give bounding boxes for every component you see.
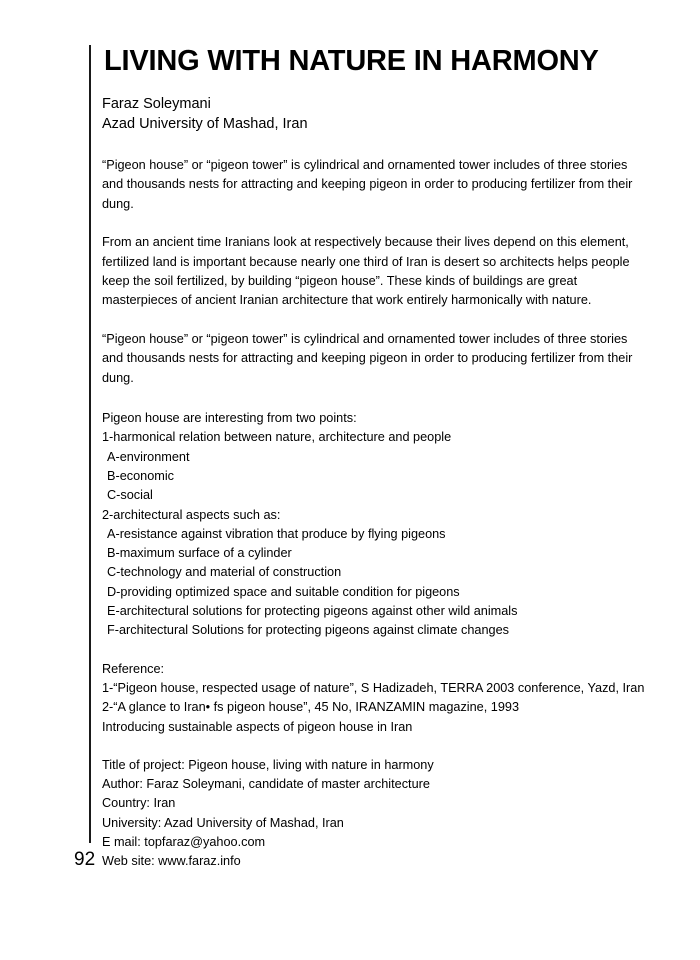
detail-country: Country: Iran (102, 796, 176, 811)
list-item: D-providing optimized space and suitable condition for pigeons (107, 584, 460, 599)
list-item: 1-harmonical relation between nature, architecture and people (102, 430, 452, 445)
author-affiliation: Azad University of Mashad, Iran (102, 116, 308, 132)
paragraph: “Pigeon house” or “pigeon tower” is cylindrical and ornamented tower includes of three stories and thousands nests for attracting and keeping pigeon in order to producing fertilizer from their dung. (102, 158, 633, 211)
abstract-paragraphs (102, 156, 652, 388)
list-item: B-maximum surface of a cylinder (107, 546, 292, 561)
detail-website: Web site: www.faraz.info (102, 854, 241, 869)
reference-entry: 2-“A glance to Iran• fs pigeon house”, 45 No, IRANZAMIN magazine, 1993 (102, 700, 520, 715)
list-item: 2-architectural aspects such as: (102, 507, 281, 522)
detail-email: E mail: topfaraz@yahoo.com (102, 835, 266, 849)
detail-university: University: Azad University of Mashad, Iran (102, 815, 344, 830)
page-title: LIVING WITH NATURE IN HARMONY (104, 45, 599, 77)
paragraph: From an ancient time Iranians look at respectively because their lives depend on this element, fertilized land is important because nearly one third of Iran is desert so architects helps people keep the soil fertilized, by building “pigeon house”. These kinds of buildings are great masterpieces of ancient Iranian architecture that work entirely harmonically with nature. (102, 235, 630, 308)
list-item: C-technology and material of construction (107, 565, 342, 580)
author-name: Faraz Soleymani (102, 96, 211, 112)
paragraph: “Pigeon house” or “pigeon tower” is cylindrical and ornamented tower includes of three stories and thousands nests for attracting and keeping pigeon in order to producing fertilizer from their dung. (102, 331, 633, 385)
list-item: E-architectural solutions for protecting pigeons against other wild animals (107, 604, 518, 619)
reference-entry: Introducing sustainable aspects of pigeon house in Iran (102, 719, 413, 734)
list-item: A-resistance against vibration that produce by flying pigeons (107, 526, 446, 541)
list-intro: Pigeon house are interesting from two points: (102, 411, 357, 426)
references-block (102, 660, 652, 737)
points-list (102, 409, 652, 641)
document-content (102, 44, 652, 872)
detail-author: Author: Faraz Soleymani, candidate of master architecture (102, 777, 430, 792)
list-item: B-economic (107, 468, 174, 483)
page-number: 92 (74, 849, 96, 870)
list-item: F-architectural Solutions for protecting pigeons against climate changes (107, 623, 509, 638)
list-item: A-environment (107, 449, 190, 464)
reference-entry: 1-“Pigeon house, respected usage of nature”, S Hadizadeh, TERRA 2003 conference, Yazd, Iran (102, 680, 645, 695)
list-item: C-social (107, 488, 153, 503)
left-vertical-rule (89, 45, 91, 843)
detail-title-of-project: Title of project: Pigeon house, living with nature in harmony (102, 757, 434, 772)
author-block (102, 94, 652, 134)
references-heading: Reference: (102, 661, 165, 676)
project-details-block (102, 756, 652, 872)
